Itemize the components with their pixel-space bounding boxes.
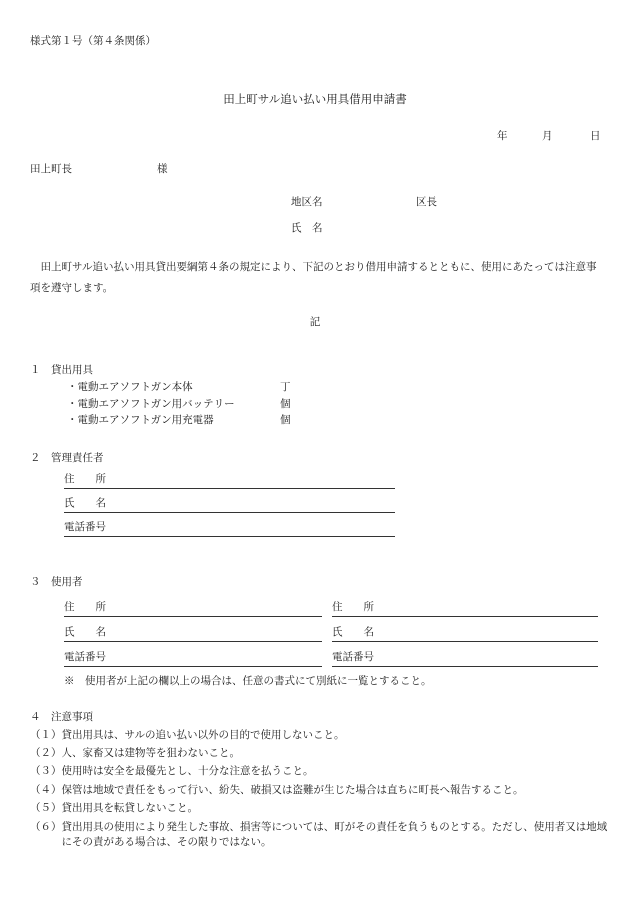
field-label: 住 所 <box>332 601 374 613</box>
item-unit: 個 <box>280 398 291 410</box>
form-number: 様式第１号（第４条関係） <box>30 35 156 47</box>
user2-phone-field[interactable] <box>332 651 598 667</box>
caution-number: （２） <box>30 747 62 759</box>
date-month: 月 <box>542 130 553 142</box>
item-unit: 丁 <box>280 381 291 393</box>
user2-name-field[interactable] <box>332 626 598 642</box>
caution-item <box>30 784 524 798</box>
caution-text: 貸出用具を転貸しないこと。 <box>61 802 198 814</box>
addressee-honorific: 様 <box>157 163 168 175</box>
applicant-name-label: 氏 名 <box>291 222 323 234</box>
caution-text: 貸出用具は、サルの追い払い以外の目的で使用しないこと。 <box>61 729 345 741</box>
item-unit: 個 <box>280 414 291 426</box>
manager-phone-field[interactable] <box>64 521 395 537</box>
caution-item <box>30 820 610 850</box>
field-label: 住 所 <box>64 601 106 613</box>
addressee-name: 田上町長 <box>30 163 72 175</box>
caution-text: 保管は地域で責任をもって行い、紛失、破損又は盗難が生じた場合は直ちに町長へ報告すること。 <box>61 784 524 796</box>
caution-text: 人、家畜又は建物等を狙わないこと。 <box>61 747 240 759</box>
manager-name-field[interactable] <box>64 497 395 513</box>
caution-number: （１） <box>30 729 62 741</box>
chief-label: 区長 <box>416 196 437 208</box>
caution-item <box>30 765 314 779</box>
caution-number: （６） <box>30 821 62 833</box>
caution-number: （４） <box>30 784 62 796</box>
caution-item <box>30 802 198 816</box>
users-note: ※ 使用者が上記の欄以上の場合は、任意の書式にて別紙に一覧とすること。 <box>64 675 432 687</box>
caution-number: （５） <box>30 802 62 814</box>
caution-item <box>30 729 344 743</box>
manager-address-field[interactable] <box>64 473 395 489</box>
date-day: 日 <box>590 130 601 142</box>
field-label: 氏 名 <box>64 497 106 509</box>
field-label: 氏 名 <box>332 626 374 638</box>
section2-heading: ２ 管理責任者 <box>30 452 104 464</box>
date-year: 年 <box>497 130 508 142</box>
document-title: 田上町サル追い払い用具借用申請書 <box>223 92 407 106</box>
field-label: 電話番号 <box>332 651 374 663</box>
user2-address-field[interactable] <box>332 601 598 617</box>
item-label: ・電動エアソフトガン用充電器 <box>67 414 214 426</box>
caution-number: （３） <box>30 765 62 777</box>
field-label: 氏 名 <box>64 626 106 638</box>
section1-heading: １ 貸出用具 <box>30 364 93 376</box>
district-label: 地区名 <box>291 196 323 208</box>
item-label: ・電動エアソフトガン用バッテリー <box>67 398 235 410</box>
user1-address-field[interactable] <box>64 601 322 617</box>
ki-heading: 記 <box>309 316 321 328</box>
user1-phone-field[interactable] <box>64 651 322 667</box>
caution-item <box>30 747 240 761</box>
field-label: 電話番号 <box>64 651 106 663</box>
caution-text: 使用時は安全を最優先とし、十分な注意を払うこと。 <box>61 765 314 777</box>
field-label: 住 所 <box>64 473 106 485</box>
section4-heading: ４ 注意事項 <box>30 711 93 723</box>
section3-heading: ３ 使用者 <box>30 576 83 588</box>
intro-paragraph: 田上町サル追い払い用具貸出要綱第４条の規定により、下記のとおり借用申請するとともに、使用にあたっては注意事項を遵守します。 <box>30 261 597 294</box>
item-label: ・電動エアソフトガン本体 <box>67 381 193 393</box>
field-label: 電話番号 <box>64 521 106 533</box>
caution-text: 貸出用具の使用により発生した事故、損害等については、町がその責任を負うものとする。ただし、使用者又は地域にその責がある場合は、その限りではない。 <box>61 821 608 848</box>
user1-name-field[interactable] <box>64 626 322 642</box>
